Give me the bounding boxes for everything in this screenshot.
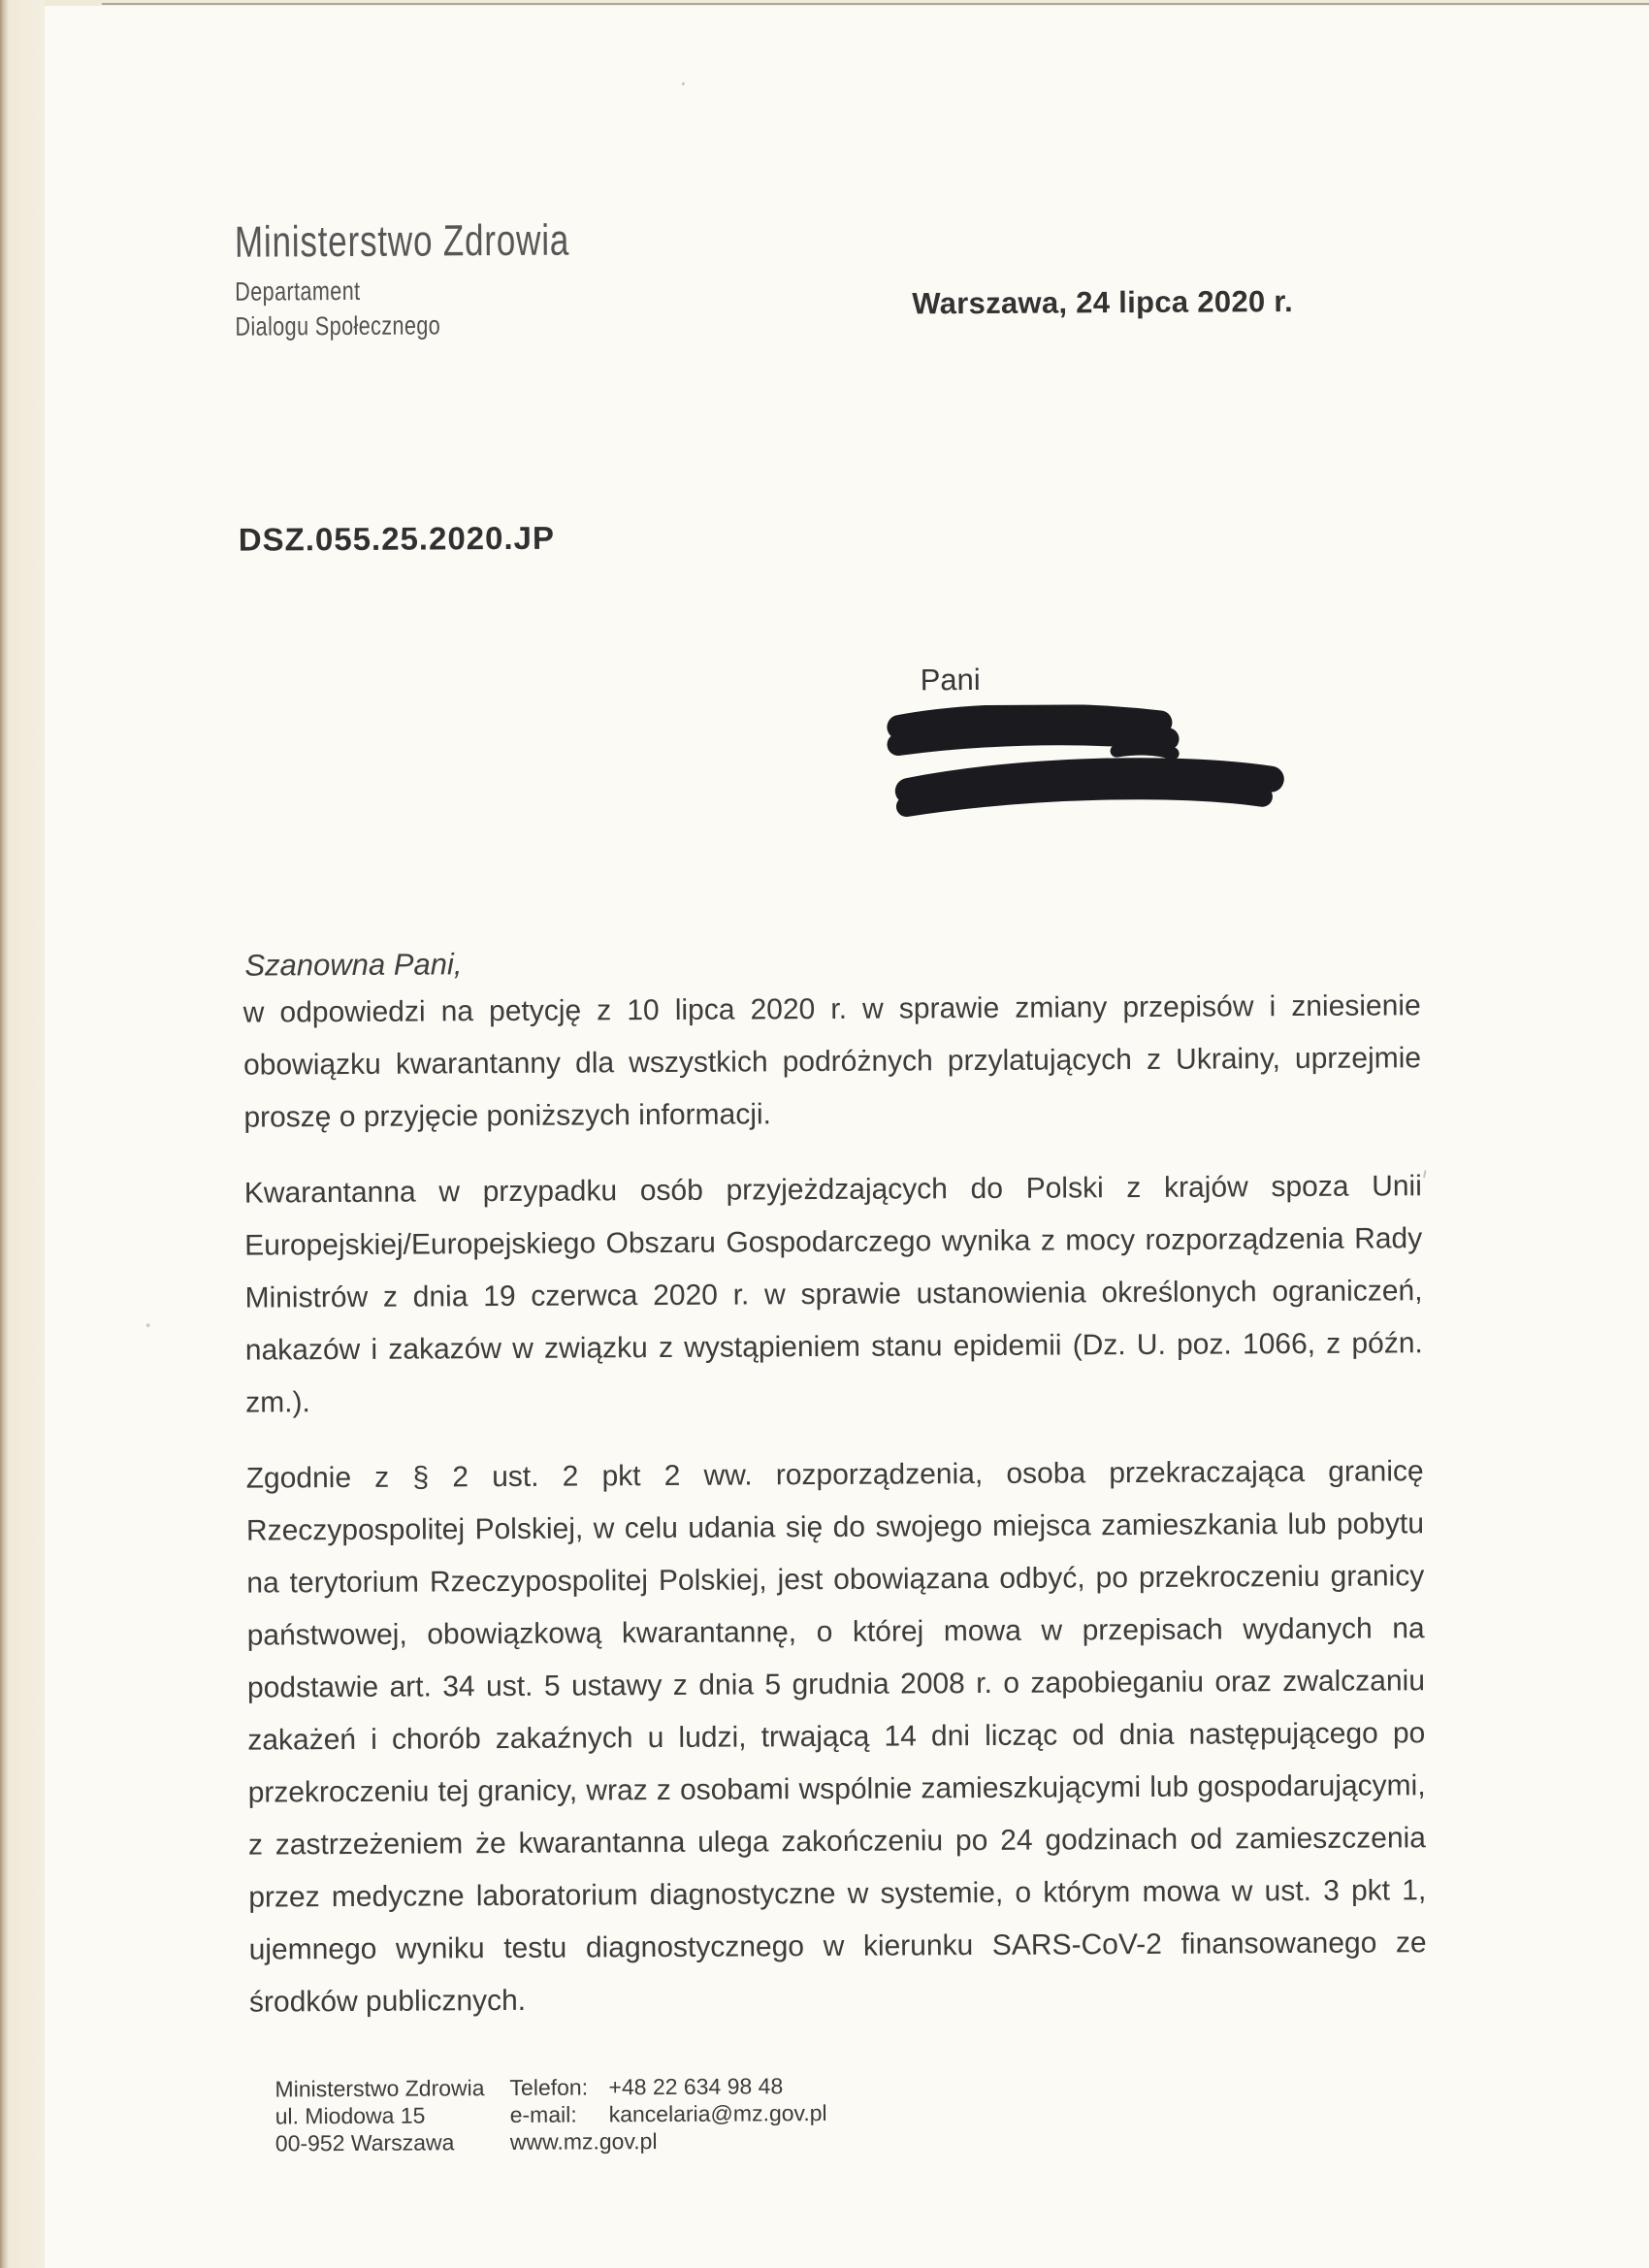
scan-speck [146,1323,150,1327]
footer-street: ul. Miodowa 15 [275,2102,426,2129]
email-value: kancelaria@mz.gov.pl [608,2100,827,2127]
footer-email-row [510,2099,827,2128]
phone-value: +48 22 634 98 48 [608,2073,784,2100]
reference-number: DSZ.055.25.2020.JP [238,519,556,558]
footer-contact-block [509,2072,826,2155]
phone-label: Telefon: [509,2074,589,2100]
paragraph-2: Kwarantanna w przypadku osób przyjeżdzających do Polski z krajów spoza Unii Europejskiej/Europejskiego Obszaru Gospodarczego wynika z mocy rozporządzenia Rady Ministrów z dnia 19 czerwca 2020 r. w sprawie ustanowienia określonych ograniczeń, nakazów i zakazów w związku z wystąpieniem stanu epidemii (Dz. U. poz. 1066, z późn. zm.). [243,1170,1423,1419]
footer-address-block [275,2074,485,2156]
department-line-2: Dialogu Społecznego [235,310,441,341]
department-line-1: Departament [235,275,361,307]
footer-city: 00-952 Warszawa [275,2129,455,2156]
place-and-date: Warszawa, 24 lipca 2020 r. [912,284,1294,321]
footer-org-name: Ministerstwo Zdrowia [275,2075,485,2102]
footer-phone-row [509,2072,826,2101]
ministry-name: Ministerstwo Zdrowia [234,214,570,267]
paragraph-1: w odpowiedzi na petycję z 10 lipca 2020 r. w sprawie zmiany przepisów i zniesienie obowiązku kwarantanny dla wszystkich podróżnych przylatujących z Ukrainy, uprzejmie proszę o przyjęcie poniższych informacji. [242,989,1422,1134]
scan-speck [1423,1170,1427,1178]
letter-body [243,980,1428,2052]
recipient-title: Pani [920,663,981,697]
footer-website-row [510,2126,827,2155]
salutation: Szanowna Pani, [244,947,463,983]
redaction-marker-strokes [886,703,1304,821]
scan-speck [682,82,685,85]
paragraph-3: Zgodnie z § 2 ust. 2 pkt 2 ww. rozporządzenia, osoba przekraczająca granicę Rzeczypospolitej Polskiej, w celu udania się do swojego miejsca zamieszkania lub pobytu na terytorium Rzeczypospolitej Polskiej, jest obowiązana odbyć, po przekroczeniu granicy państwowej, obowiązkową kwarantannę, o której mowa w przepisach wydanych na podstawie art. 34 ust. 5 ustawy z dnia 5 grudnia 2008 r. o zapobieganiu oraz zwalczaniu zakażeń i chorób zakaźnych u ludzi, trwającą 14 dni licząc od dnia następującego po przekroczeniu tej granicy, wraz z osobami wspólnie zamieszkującymi lub gospodarującymi, z zastrzeżeniem że kwarantanna ulega zakończeniu po 24 godzinach od zamieszczenia przez medyczne laboratorium diagnostyczne w systemie, o którym mowa w ust. 3 pkt 1, ujemnego wyniku testu diagnostycznego w kierunku SARS-CoV-2 finansowanego ze środków publicznych. [245,1455,1427,2019]
email-label: e-mail: [509,2101,577,2127]
website-value: www.mz.gov.pl [509,2128,658,2155]
